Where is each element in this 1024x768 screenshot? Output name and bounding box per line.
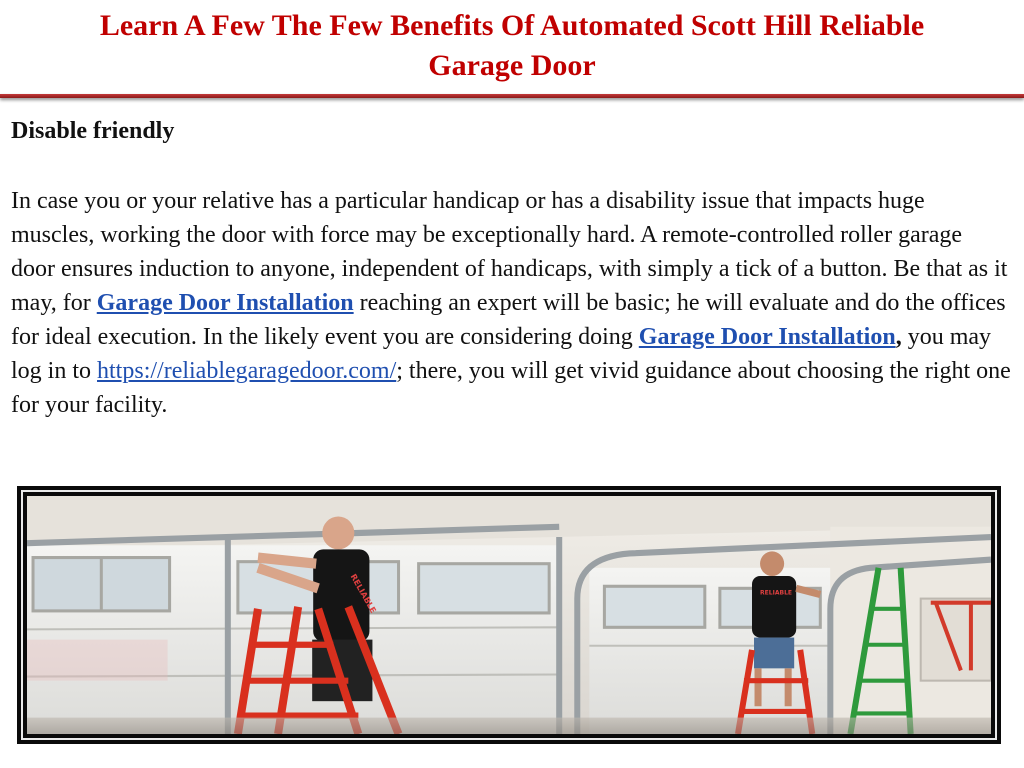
garage-installation-illustration — [27, 496, 991, 734]
body-comma: , — [895, 324, 902, 350]
title-line-2: Garage Door — [428, 49, 596, 82]
body-text-3: you may log in to — [11, 324, 992, 384]
title-divider — [0, 94, 1024, 98]
body-text-4: ; there, you will get vivid guidance about choosing the right one for your facility. — [11, 358, 1011, 418]
section-body — [11, 184, 1011, 422]
floor — [27, 718, 991, 734]
window-blind — [921, 599, 991, 681]
right-shirt-text: RELIABLE — [760, 589, 793, 597]
garage-photo — [21, 490, 997, 740]
left-shirt-text: RELIABLE — [348, 571, 379, 615]
body-text-2: reaching an expert will be basic; he will evaluate and do the offices for ideal execution. In the likely event you are considering doing — [11, 290, 1006, 350]
garage-door-installation-link-2[interactable]: Garage Door Installation — [638, 324, 896, 350]
page-title — [0, 6, 1024, 86]
section-heading: Disable friendly — [11, 118, 175, 144]
garage-door-installation-link-1[interactable]: Garage Door Installation — [96, 290, 354, 316]
title-line-1: Learn A Few The Few Benefits Of Automated Scott Hill Reliable — [99, 9, 925, 42]
body-text-1: In case you or your relative has a particular handicap or has a disability issue that impacts huge muscles, working the door with force may be exceptionally hard. A remote-controlled roller garage door ensures induction to anyone, independent of handicaps, with simply a tick of a button. Be that as it may, for — [11, 188, 1008, 316]
garage-photo-frame — [17, 486, 1001, 744]
website-url-link[interactable]: https://reliablegaragedoor.com/ — [97, 358, 397, 384]
